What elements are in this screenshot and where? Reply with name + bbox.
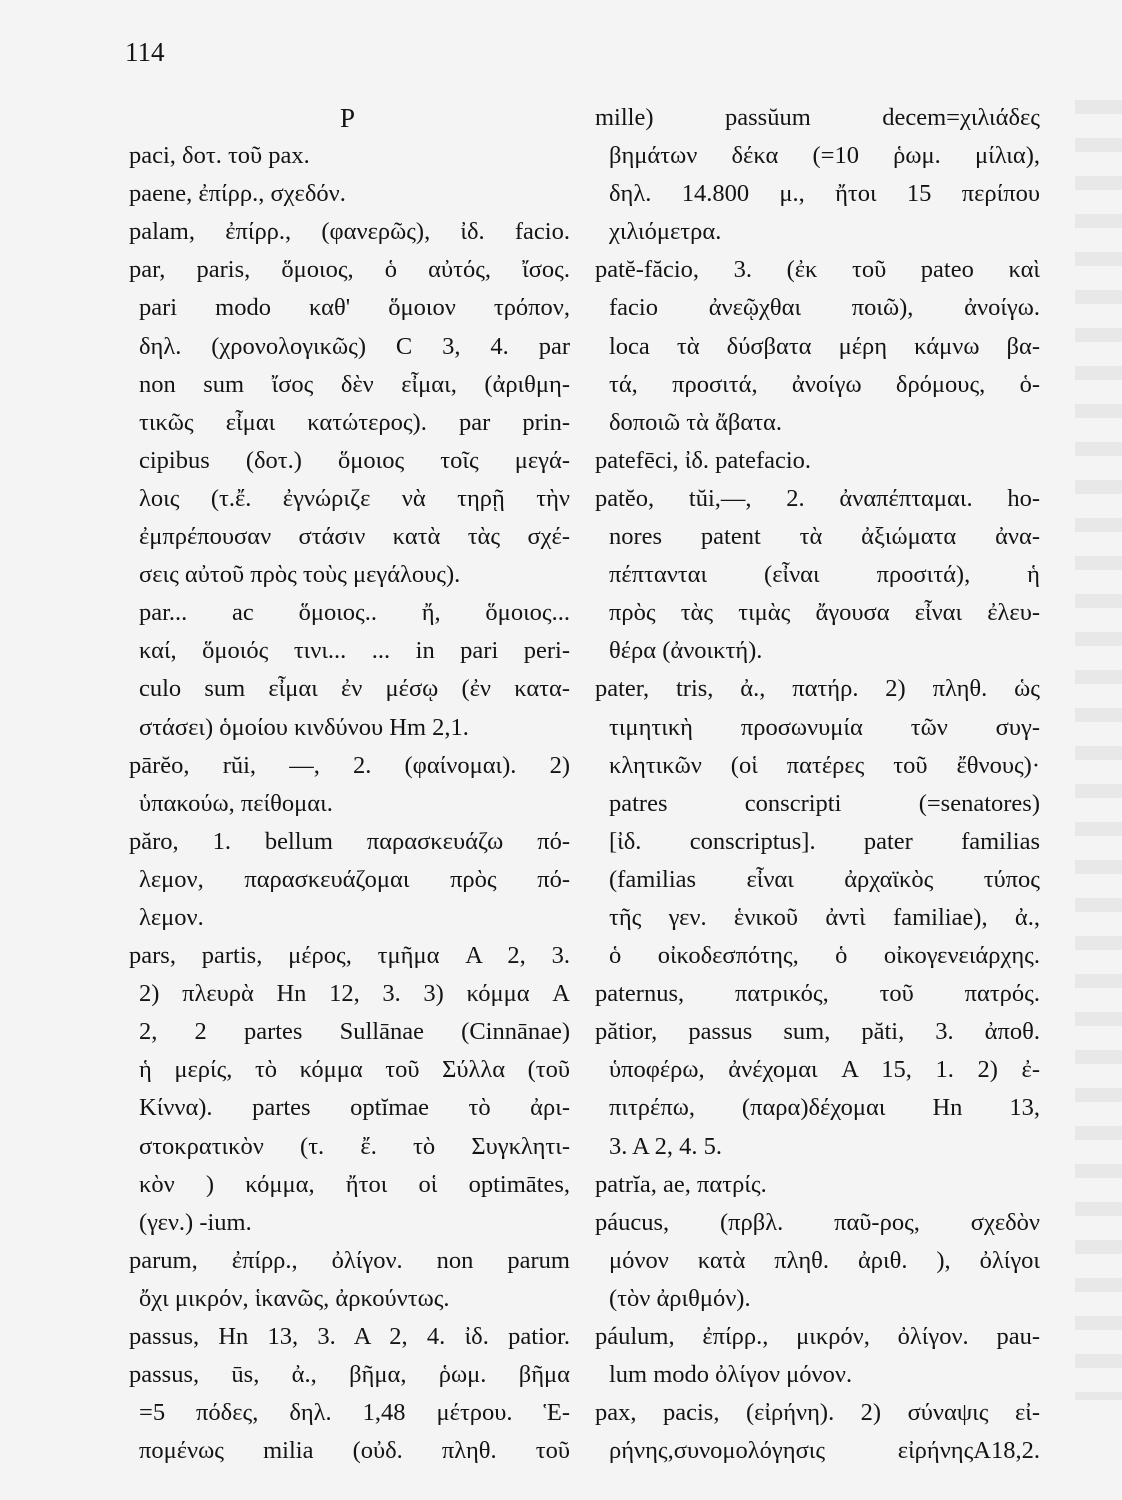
entry-line: paci, δοτ. τοῦ pax. [129, 142, 310, 170]
entry-line: páucus, (πρβλ. παῦ-ρος, σχεδὸν [595, 1208, 1040, 1236]
entry-line: πέπτανται (εἶναι προσιτά), ἡ [609, 561, 1040, 589]
entry-line: passus, ūs, ἀ., βῆμα, ῥωμ. βῆμα [129, 1361, 570, 1389]
entry-line: parum, ἐπίρρ., ὀλίγον. non parum [129, 1246, 570, 1274]
entry-line: paene, ἐπίρρ., σχεδόν. [129, 180, 346, 208]
entry-line: ἡ μερίς, τὸ κόμμα τοῦ Σύλλα (τοῦ [139, 1056, 570, 1084]
entry-line: passus, Hn 13, 3. A 2, 4. ἰδ. patior. [129, 1323, 570, 1350]
entry-line: τῆς γεν. ἑνικοῦ ἀντὶ familiae), ἀ., [609, 903, 1040, 931]
entry-line: pars, partis, μέρος, τμῆμα A 2, 3. [129, 942, 570, 970]
entry-line: (γεν.) -ium. [139, 1208, 252, 1236]
entry-line: patefēci, ἰδ. patefacio. [595, 446, 812, 474]
entry-line: mille) passŭum decem=χιλιάδες [595, 104, 1040, 131]
entry-line: patrĭa, ae, πατρίς. [595, 1170, 767, 1198]
entry-line: pax, pacis, (εἰρήνη). 2) σύναψις εἰ- [595, 1399, 1040, 1427]
entry-line: patres conscripti (=senatores) [609, 789, 1040, 817]
entry-line: păro, 1. bellum παρασκευάζω πό- [129, 827, 570, 855]
entry-line: στοκρατικὸν (τ. ἔ. τὸ Συγκλητι- [139, 1132, 570, 1160]
entry-line: πιτρέπω, (παρα)δέχομαι Hn 13, [609, 1094, 1040, 1122]
entry-line: σεις αὐτοῦ πρὸς τοὺς μεγάλους). [139, 561, 461, 589]
entry-line: ἐμπρέπουσαν στάσιν κατὰ τὰς σχέ- [139, 523, 570, 551]
entry-line: facio ἀνεῷχθαι ποιῶ), ἀνοίγω. [609, 294, 1040, 322]
entry-line: [ἰδ. conscriptus]. pater familias [609, 827, 1040, 855]
entry-line: λοις (τ.ἔ. ἐγνώριζε νὰ τηρῇ τὴν [139, 484, 570, 512]
entry-line: lum modo ὀλίγον μόνον. [609, 1361, 853, 1389]
entry-line: ὑπακούω, πείθομαι. [139, 789, 333, 817]
entry-line: loca τὰ δύσβατα μέρη κάμνω βα- [609, 332, 1040, 360]
entry-line: pari modo καθ' ὅμοιον τρόπον, [139, 294, 570, 322]
entry-line: non sum ἴσος δὲν εἶμαι, (ἀριθμη- [139, 370, 570, 398]
section-letter: P [339, 103, 356, 133]
entry-line: ὁ οἰκοδεσπότης, ὁ οἰκογενειάρχης. [609, 942, 1040, 970]
entry-line: pārĕo, rŭi, —, 2. (φαίνομαι). 2) [129, 751, 570, 779]
entry-line: paternus, πατρικός, τοῦ πατρός. [595, 980, 1040, 1008]
entry-line: par, paris, ὅμοιος, ὁ αὐτός, ἴσος. [129, 256, 570, 284]
entry-line: τά, προσιτά, ἀνοίγω δρόμους, ὁ- [609, 370, 1040, 398]
entry-line: χιλιόμετρα. [609, 218, 722, 246]
entry-line: patĕo, tŭi,—, 2. ἀναπέπταμαι. ho- [595, 484, 1040, 512]
entry-line: palam, ἐπίρρ., (φανερῶς), ἰδ. facio. [129, 218, 570, 246]
entry-line: δηλ. 14.800 μ., ἤτοι 15 περίπου [609, 180, 1040, 208]
left-column [125, 99, 570, 1470]
entry-line: βημάτων δέκα (=10 ῥωμ. μίλια), [609, 142, 1040, 170]
entry-line: πρὸς τὰς τιμὰς ἄγουσα εἶναι ἐλευ- [609, 599, 1040, 627]
entry-line: culo sum εἶμαι ἐν μέσῳ (ἐν κατα- [139, 675, 570, 703]
entry-line: δοποιῶ τὰ ἄβατα. [609, 408, 783, 436]
entry-line: καί, ὅμοιός τινι... ... in pari peri- [139, 637, 570, 665]
entry-line: ὄχι μικρόν, ἱκανῶς, ἀρκούντως. [139, 1284, 450, 1312]
entry-line: páulum, ἐπίρρ., μικρόν, ὀλίγον. pau- [595, 1323, 1040, 1350]
entry-line: θέρα (ἀνοικτή). [609, 637, 763, 665]
entry-line: nores patent τὰ ἀξιώματα ἀνα- [609, 523, 1040, 551]
entry-line: κλητικῶν (οἱ πατέρες τοῦ ἔθνους)· [609, 751, 1040, 779]
entry-line: (familias εἶναι ἀρχαϊκὸς τύπος [609, 865, 1040, 893]
entry-line: λεμον, παρασκευάζομαι πρὸς πό- [139, 865, 570, 893]
facing-page-bleed-through [1075, 100, 1122, 1400]
page-number: 114 [125, 37, 165, 67]
entry-line: δηλ. (χρονολογικῶς) C 3, 4. par [139, 332, 570, 360]
entry-line: πομένως milia (οὐδ. πληθ. τοῦ [139, 1437, 570, 1465]
entry-line: τιμητικὴ προσωνυμία τῶν συγ- [609, 713, 1040, 741]
entry-line: μόνον κατὰ πληθ. ἀριθ. ), ὀλίγοι [609, 1246, 1040, 1274]
entry-line: patĕ-făcio, 3. (ἐκ τοῦ pateo καὶ [595, 256, 1040, 284]
entry-line: λεμον. [139, 903, 204, 931]
entry-line: ρήνης,συνομολόγησις εἰρήνηςA18,2. [609, 1437, 1040, 1465]
entry-line: 2, 2 partes Sullānae (Cinnānae) [139, 1018, 570, 1046]
entry-line: τικῶς εἶμαι κατώτερος). par prin- [139, 408, 570, 436]
right-column [595, 99, 1040, 1470]
entry-line: στάσει) ὁμοίου κινδύνου Hm 2,1. [139, 713, 469, 741]
entry-line: par... ac ὅμοιος.. ἤ, ὅμοιος... [139, 599, 570, 627]
entry-line: (τὸν ἀριθμόν). [609, 1284, 751, 1312]
entry-line: Κίννα). partes optĭmae τὸ ἀρι- [139, 1094, 570, 1122]
entry-line: κὸν ) κόμμα, ἤτοι οἱ optimātes, [139, 1170, 570, 1198]
entry-line: 2) πλευρὰ Hn 12, 3. 3) κόμμα A [139, 980, 570, 1008]
entry-line: =5 πόδες, δηλ. 1,48 μέτρου. Ἑ- [139, 1399, 570, 1427]
entry-line: pătior, passus sum, păti, 3. ἀποθ. [595, 1018, 1040, 1046]
entry-line: ὑποφέρω, ἀνέχομαι A 15, 1. 2) ἐ- [609, 1056, 1040, 1084]
entry-line: pater, tris, ἀ., πατήρ. 2) πληθ. ὡς [595, 675, 1040, 703]
entry-line: cipibus (δοτ.) ὅμοιος τοῖς μεγά- [139, 446, 570, 474]
entry-line: 3. A 2, 4. 5. [609, 1132, 722, 1160]
